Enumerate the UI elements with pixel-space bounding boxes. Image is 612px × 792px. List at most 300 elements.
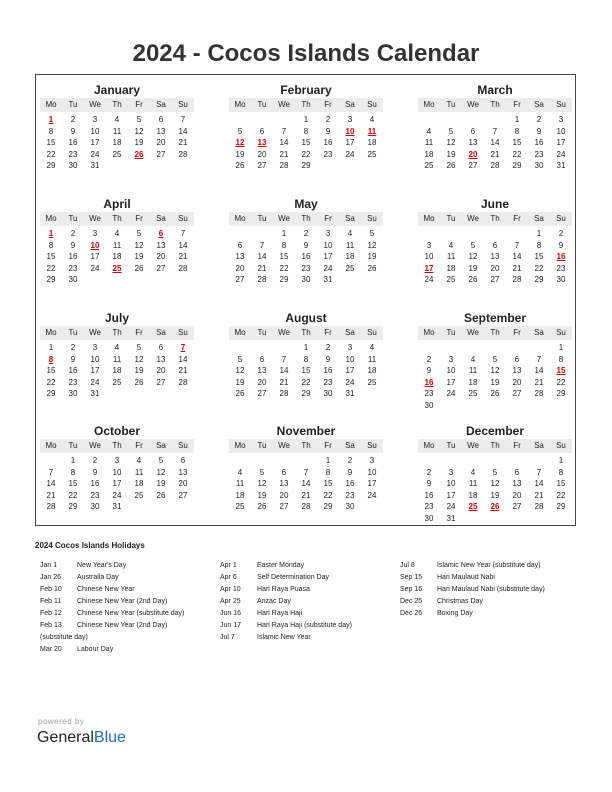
holiday-date: Jan 26 <box>40 574 62 581</box>
day-cell: 23 <box>424 389 434 398</box>
empty-cell <box>273 114 295 126</box>
day-cell: 29 <box>68 502 78 511</box>
weekday-header: Mo <box>423 214 435 223</box>
day-cell: 5 <box>136 115 142 124</box>
month-name: July <box>104 311 129 325</box>
holiday-date: Jun 16 <box>220 610 242 617</box>
day-cell: 23 <box>68 377 78 387</box>
holiday-date: Mar 20 <box>40 646 62 653</box>
day-cell: 11 <box>446 252 456 261</box>
day-cell: 5 <box>237 126 243 136</box>
weekday-header: Su <box>556 441 566 450</box>
month-december <box>418 424 572 524</box>
weekday-header: Fr <box>135 441 143 450</box>
holiday-date: Apr 1 <box>220 562 237 569</box>
day-cell: 4 <box>470 467 476 477</box>
day-cell: 16 <box>68 138 78 147</box>
day-cell: 23 <box>556 263 566 273</box>
day-cell: 19 <box>490 377 500 387</box>
empty-cell <box>251 342 273 354</box>
day-cell: 26 <box>468 275 478 284</box>
day-cell: 6 <box>514 354 520 364</box>
day-cell: 26 <box>134 263 144 273</box>
empty-cell <box>440 228 462 240</box>
holiday-day-cell: 1 <box>48 115 54 124</box>
day-cell: 23 <box>323 149 333 159</box>
day-cell: 20 <box>156 138 166 147</box>
day-cell: 20 <box>156 252 166 261</box>
day-cell: 6 <box>514 467 520 477</box>
day-cell: 3 <box>92 343 98 352</box>
day-cell: 10 <box>556 126 566 136</box>
month-april <box>40 197 194 286</box>
day-cell: 24 <box>345 377 355 387</box>
day-cell: 23 <box>424 502 434 511</box>
weekday-header: Mo <box>234 328 246 337</box>
holiday-row <box>220 608 352 620</box>
holiday-row <box>40 560 184 572</box>
weekday-header: Sa <box>345 100 355 109</box>
day-cell: 10 <box>367 467 377 477</box>
weekday-header: Th <box>112 328 122 337</box>
empty-cell <box>251 228 273 240</box>
holiday-row <box>40 620 184 632</box>
weekday-header: Fr <box>135 100 143 109</box>
holiday-name: Australia Day <box>77 574 119 581</box>
day-cell: 21 <box>279 377 289 387</box>
holiday-date: Sep 16 <box>400 586 423 593</box>
day-cell: 22 <box>556 377 566 387</box>
day-cell: 22 <box>556 490 566 500</box>
day-cell: 16 <box>424 490 434 500</box>
weekday-header: Sa <box>534 100 544 109</box>
day-cell: 26 <box>156 490 166 500</box>
day-cell: 10 <box>90 354 100 364</box>
holiday-name: Christmas Day <box>437 598 483 605</box>
day-cell: 19 <box>235 149 245 159</box>
day-cell: 31 <box>90 161 100 170</box>
day-cell: 18 <box>235 490 245 500</box>
day-cell: 3 <box>448 467 454 477</box>
day-cell: 7 <box>303 467 309 477</box>
holiday-name: Hari Maulaud Nabi <box>437 574 495 581</box>
day-cell: 28 <box>490 161 500 170</box>
day-cell: 27 <box>512 389 522 398</box>
day-cell: 5 <box>237 354 243 364</box>
day-cell: 27 <box>235 275 245 284</box>
day-grid <box>418 342 572 411</box>
day-cell: 20 <box>257 149 267 159</box>
empty-cell <box>528 342 550 354</box>
weekday-header: We <box>89 100 101 109</box>
weekday-header: Su <box>178 214 188 223</box>
holiday-date: Apr 6 <box>220 574 237 581</box>
empty-cell <box>418 342 440 354</box>
weekday-header: Tu <box>446 441 456 450</box>
day-cell: 22 <box>534 263 544 273</box>
day-cell: 14 <box>534 366 544 375</box>
day-cell: 15 <box>323 479 333 488</box>
holiday-name: Hari Raya Haji (substitute day) <box>257 622 352 629</box>
day-cell: 8 <box>281 240 287 250</box>
day-grid <box>40 342 194 400</box>
day-cell: 12 <box>490 479 500 488</box>
weekday-header: Sa <box>345 328 355 337</box>
weekday-header: Tu <box>446 214 456 223</box>
day-grid <box>418 228 572 286</box>
holiday-day-cell: 10 <box>90 240 100 250</box>
day-cell: 18 <box>112 138 122 147</box>
day-cell: 28 <box>512 275 522 284</box>
empty-cell <box>528 455 550 467</box>
calendar-grid <box>35 74 576 526</box>
weekday-header: Mo <box>423 100 435 109</box>
day-cell: 26 <box>446 161 456 170</box>
day-cell: 27 <box>512 502 522 511</box>
day-cell: 16 <box>323 138 333 147</box>
day-cell: 9 <box>426 479 432 488</box>
day-cell: 16 <box>323 366 333 375</box>
holiday-row <box>40 608 184 620</box>
day-cell: 19 <box>134 138 144 147</box>
day-cell: 23 <box>68 149 78 159</box>
weekday-header-row <box>418 326 572 340</box>
day-cell: 11 <box>468 479 478 488</box>
holiday-row <box>220 572 352 584</box>
day-cell: 18 <box>112 366 122 375</box>
day-cell: 17 <box>90 138 100 147</box>
holiday-name: Islamic New Year <box>257 634 311 641</box>
weekday-header: Fr <box>324 214 332 223</box>
day-cell: 13 <box>156 126 166 136</box>
day-cell: 7 <box>514 240 520 250</box>
day-cell: 19 <box>134 252 144 261</box>
day-cell: 31 <box>345 389 355 398</box>
holiday-column <box>400 560 545 620</box>
day-cell: 4 <box>114 343 120 352</box>
day-cell: 22 <box>279 263 289 273</box>
day-cell: 19 <box>367 252 377 261</box>
day-cell: 12 <box>468 252 478 261</box>
holiday-name: Chinese New Year <box>77 586 135 593</box>
day-cell: 21 <box>178 252 188 261</box>
weekday-header: Th <box>301 441 311 450</box>
weekday-header-row <box>229 326 383 340</box>
day-cell: 9 <box>70 354 76 364</box>
holiday-date: Jan 1 <box>40 562 58 569</box>
day-cell: 14 <box>178 354 188 364</box>
holiday-name: Hari Raya Haji <box>257 610 303 617</box>
holiday-day-cell: 20 <box>468 149 478 159</box>
day-cell: 16 <box>68 252 78 261</box>
day-cell: 9 <box>70 240 76 250</box>
weekday-header: Th <box>112 214 122 223</box>
day-grid <box>418 455 572 524</box>
day-cell: 25 <box>367 377 377 387</box>
day-cell: 12 <box>257 479 267 488</box>
weekday-header: Sa <box>345 214 355 223</box>
weekday-header: We <box>278 441 290 450</box>
day-cell: 26 <box>490 389 500 398</box>
weekday-header: Th <box>490 328 500 337</box>
day-cell: 5 <box>492 467 498 477</box>
day-cell: 19 <box>134 366 144 375</box>
day-cell: 19 <box>257 490 267 500</box>
holiday-day-cell: 16 <box>424 377 434 387</box>
day-cell: 5 <box>492 354 498 364</box>
holiday-day-cell: 25 <box>468 502 478 511</box>
day-cell: 25 <box>424 161 434 170</box>
day-cell: 1 <box>514 115 520 124</box>
brand-logo[interactable] <box>37 729 126 747</box>
day-grid <box>229 228 383 286</box>
day-cell: 9 <box>558 240 564 250</box>
day-cell: 3 <box>369 456 375 465</box>
day-cell: 23 <box>345 490 355 500</box>
day-cell: 11 <box>112 126 122 136</box>
weekday-header: Fr <box>513 214 521 223</box>
holiday-day-cell: 25 <box>112 263 122 273</box>
day-cell: 13 <box>512 479 522 488</box>
day-cell: 9 <box>303 240 309 250</box>
day-cell: 17 <box>556 138 566 147</box>
holidays-title: 2024 Cocos Islands Holidays <box>35 541 145 550</box>
weekday-header: Su <box>367 100 377 109</box>
day-grid <box>40 114 194 172</box>
day-cell: 7 <box>536 467 542 477</box>
weekday-header: Sa <box>534 441 544 450</box>
day-cell: 7 <box>536 354 542 364</box>
holiday-date: Feb 12 <box>40 610 62 617</box>
day-cell: 9 <box>70 126 76 136</box>
day-cell: 6 <box>180 456 186 465</box>
day-cell: 27 <box>156 149 166 159</box>
weekday-header: Mo <box>423 328 435 337</box>
day-cell: 3 <box>426 240 432 250</box>
weekday-header: Sa <box>156 328 166 337</box>
day-cell: 15 <box>301 138 311 147</box>
month-name: December <box>465 424 525 438</box>
day-cell: 6 <box>281 467 287 477</box>
holiday-day-cell: 1 <box>48 229 54 238</box>
day-cell: 20 <box>235 263 245 273</box>
day-cell: 18 <box>112 252 122 261</box>
day-cell: 4 <box>136 456 142 465</box>
day-cell: 21 <box>534 490 544 500</box>
month-november <box>229 424 383 513</box>
holiday-day-cell: 26 <box>134 149 144 159</box>
day-cell: 24 <box>90 263 100 273</box>
day-cell: 10 <box>345 354 355 364</box>
holiday-date: Dec 26 <box>400 610 423 617</box>
day-cell: 8 <box>48 126 54 136</box>
weekday-header: We <box>467 328 479 337</box>
day-cell: 22 <box>301 377 311 387</box>
weekday-header: Th <box>490 100 500 109</box>
day-cell: 31 <box>323 275 333 284</box>
empty-cell <box>229 342 251 354</box>
day-cell: 28 <box>279 161 289 170</box>
day-cell: 20 <box>178 479 188 488</box>
weekday-header-row <box>229 439 383 453</box>
day-cell: 17 <box>90 366 100 375</box>
weekday-header: We <box>467 441 479 450</box>
day-cell: 4 <box>470 354 476 364</box>
weekday-header: Mo <box>234 214 246 223</box>
month-name: August <box>285 311 327 325</box>
weekday-header: Tu <box>257 441 267 450</box>
day-cell: 2 <box>558 229 564 238</box>
day-cell: 23 <box>68 263 78 273</box>
day-cell: 24 <box>556 149 566 159</box>
weekday-header: Th <box>301 328 311 337</box>
day-cell: 15 <box>279 252 289 261</box>
day-cell: 10 <box>424 252 434 261</box>
holiday-date: Feb 10 <box>40 586 62 593</box>
day-cell: 6 <box>492 240 498 250</box>
month-october <box>40 424 194 513</box>
day-cell: 21 <box>490 149 500 159</box>
holiday-name: Chinese New Year (2nd Day) <box>77 598 168 605</box>
brand-general: General <box>37 729 94 746</box>
day-cell: 29 <box>512 161 522 170</box>
day-cell: 2 <box>92 456 98 465</box>
day-cell: 8 <box>303 126 309 136</box>
holiday-day-cell: 10 <box>345 126 355 136</box>
day-cell: 9 <box>347 467 353 477</box>
day-cell: 28 <box>534 389 544 398</box>
day-cell: 18 <box>446 263 456 273</box>
weekday-header-row <box>40 326 194 340</box>
day-cell: 18 <box>367 138 377 147</box>
day-cell: 29 <box>301 389 311 398</box>
empty-cell <box>251 114 273 126</box>
weekday-header: Su <box>178 441 188 450</box>
day-cell: 11 <box>345 240 355 250</box>
day-cell: 21 <box>279 149 289 159</box>
day-cell: 13 <box>490 252 500 261</box>
weekday-header: Mo <box>234 100 246 109</box>
day-cell: 14 <box>46 479 56 488</box>
empty-cell <box>440 455 462 467</box>
day-cell: 5 <box>470 240 476 250</box>
day-cell: 31 <box>90 389 100 398</box>
weekday-header: Su <box>556 214 566 223</box>
holiday-row <box>40 596 184 608</box>
day-grid <box>40 455 194 513</box>
empty-cell <box>251 455 273 467</box>
month-name: May <box>294 197 318 211</box>
weekday-header: Th <box>301 214 311 223</box>
day-cell: 15 <box>46 252 56 261</box>
day-cell: 1 <box>325 456 331 465</box>
holiday-name: Chinese New Year (substitute day) <box>77 610 185 617</box>
weekday-header: We <box>467 214 479 223</box>
weekday-header-row <box>418 98 572 112</box>
day-cell: 31 <box>556 161 566 170</box>
holiday-day-cell: 11 <box>367 126 377 136</box>
day-cell: 12 <box>490 366 500 375</box>
holiday-date: Jun 17 <box>220 622 242 629</box>
day-cell: 23 <box>301 263 311 273</box>
day-cell: 4 <box>426 126 432 136</box>
weekday-header: Fr <box>513 441 521 450</box>
empty-cell <box>484 114 506 126</box>
weekday-header: Su <box>367 214 377 223</box>
empty-cell <box>273 342 295 354</box>
empty-cell <box>462 342 484 354</box>
day-cell: 1 <box>281 229 287 238</box>
day-cell: 14 <box>178 240 188 250</box>
day-cell: 2 <box>426 467 432 477</box>
holiday-name: Self Determination Day <box>257 574 329 581</box>
holiday-row <box>400 596 545 608</box>
day-cell: 26 <box>257 502 267 511</box>
day-cell: 2 <box>70 343 76 352</box>
day-cell: 30 <box>68 275 78 284</box>
weekday-header: Sa <box>534 214 544 223</box>
empty-cell <box>462 114 484 126</box>
day-cell: 19 <box>156 479 166 488</box>
holiday-name-continuation: (substitute day) <box>40 634 88 641</box>
day-cell: 30 <box>534 161 544 170</box>
day-cell: 28 <box>46 502 56 511</box>
day-cell: 28 <box>257 275 267 284</box>
day-cell: 15 <box>556 479 566 488</box>
day-cell: 9 <box>325 126 331 136</box>
day-cell: 9 <box>92 467 98 477</box>
day-cell: 19 <box>490 490 500 500</box>
day-cell: 13 <box>468 138 478 147</box>
day-cell: 2 <box>347 456 353 465</box>
day-cell: 11 <box>424 138 434 147</box>
weekday-header: Fr <box>513 328 521 337</box>
day-cell: 19 <box>468 263 478 273</box>
empty-cell <box>418 455 440 467</box>
month-name: November <box>276 424 336 438</box>
month-name: January <box>93 83 141 97</box>
weekday-header: Tu <box>257 328 267 337</box>
day-cell: 8 <box>558 467 564 477</box>
weekday-header: Tu <box>446 100 456 109</box>
day-cell: 21 <box>257 263 267 273</box>
day-cell: 6 <box>158 115 164 124</box>
day-cell: 11 <box>112 354 122 364</box>
holiday-name: Chinese New Year (2nd Day) <box>77 622 168 629</box>
day-cell: 5 <box>448 126 454 136</box>
day-cell: 8 <box>48 240 54 250</box>
weekday-header: We <box>467 100 479 109</box>
weekday-header: Th <box>490 441 500 450</box>
empty-cell <box>418 114 440 126</box>
day-cell: 30 <box>68 161 78 170</box>
empty-cell <box>484 455 506 467</box>
weekday-header: Fr <box>135 214 143 223</box>
holiday-row <box>40 644 184 656</box>
day-cell: 29 <box>323 502 333 511</box>
day-cell: 25 <box>367 149 377 159</box>
day-cell: 7 <box>259 240 265 250</box>
month-september <box>418 311 572 411</box>
weekday-header: Tu <box>68 328 78 337</box>
day-cell: 17 <box>345 138 355 147</box>
day-cell: 7 <box>180 115 186 124</box>
day-grid <box>229 342 383 400</box>
day-cell: 22 <box>68 490 78 500</box>
holiday-date: Dec 25 <box>400 598 423 605</box>
empty-cell <box>229 114 251 126</box>
day-cell: 1 <box>70 456 76 465</box>
